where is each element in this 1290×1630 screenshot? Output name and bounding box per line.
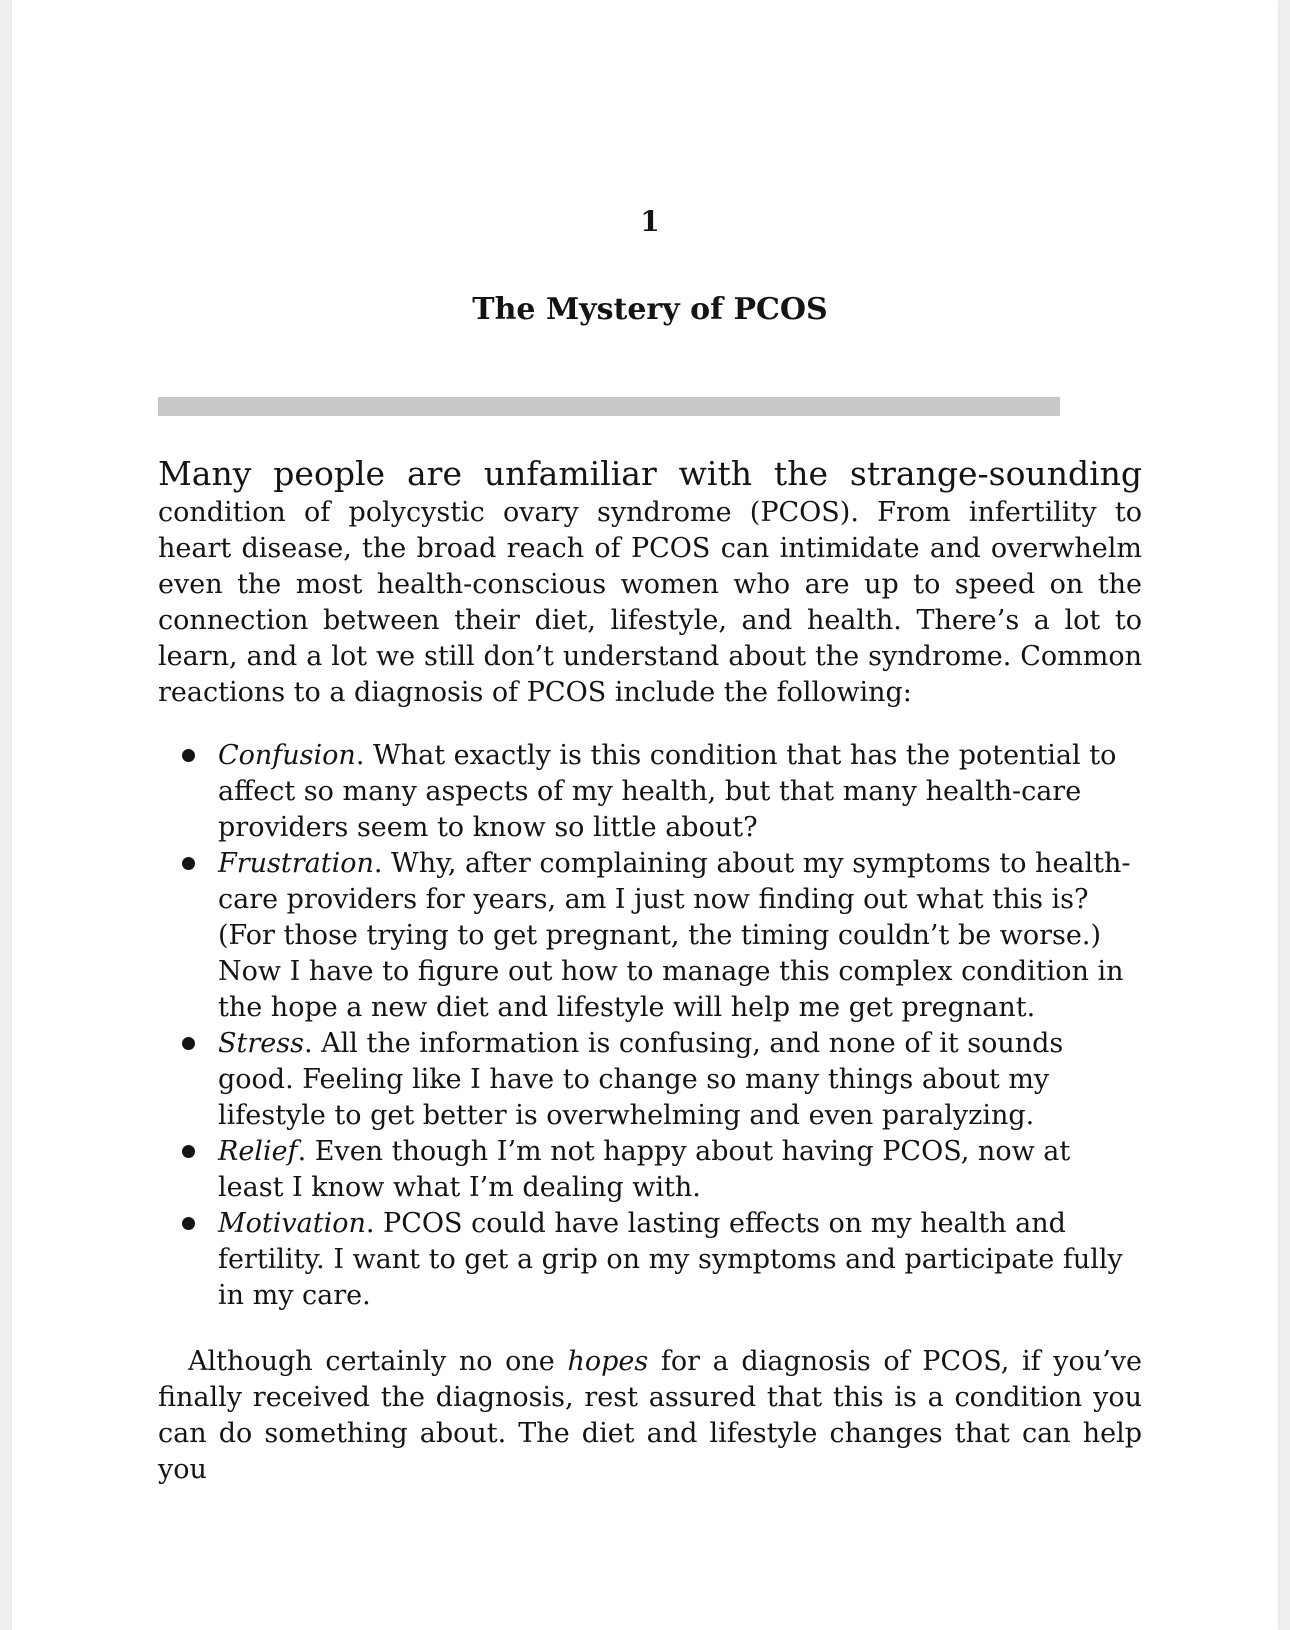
bullet-icon [182, 1217, 195, 1230]
bullet-icon [182, 857, 195, 870]
reaction-text: . Even though I’m not happy about having PCOS, now at least I know what I’m dealing with. [218, 1136, 1071, 1203]
bullet-icon [182, 1037, 195, 1050]
book-page [12, 0, 1278, 1630]
reactions-list [158, 738, 1142, 1314]
reaction-term: Stress [218, 1028, 304, 1059]
list-item [158, 846, 1142, 1026]
bullet-icon [182, 749, 195, 762]
closing-after: for a diagnosis of PCOS, if you’ve finally received the diagnosis, rest assured that this is a condition you can do something about. The diet and lifestyle changes that can help you [158, 1346, 1143, 1485]
reaction-text: . What exactly is this condition that has the potential to affect so many aspects of my health, but that many health-care providers seem to know so little about? [218, 740, 1117, 843]
list-item [158, 1026, 1142, 1134]
intro-lead: Many people are unfamiliar with the strange-sounding [158, 454, 1142, 493]
reaction-text: . PCOS could have lasting effects on my health and fertility. I want to get a grip on my symptoms and participate fully in my care. [218, 1208, 1123, 1311]
closing-before: Although certainly no one [188, 1346, 568, 1377]
chapter-number: 1 [640, 205, 660, 238]
bullet-icon [182, 1145, 195, 1158]
closing-paragraph [158, 1344, 1142, 1488]
closing-emphasis: hopes [567, 1346, 649, 1377]
intro-text: condition of polycystic ovary syndrome (PCOS). From infertility to heart disease, the broad reach of PCOS can intimidate and overwhelm even the most health-conscious women who are up to speed on the connection between their diet, lifestyle, and health. There’s a lot to learn, and a lot we still don’t understand about the syndrome. Common reactions to a diagnosis of PCOS include the following: [158, 497, 1142, 708]
reaction-text: . All the information is confusing, and none of it sounds good. Feeling like I have to change so many things about my lifestyle to get better is overwhelming and even paralyzing. [218, 1028, 1064, 1131]
list-item [158, 1206, 1142, 1314]
intro-paragraph [158, 456, 1142, 711]
chapter-title: The Mystery of PCOS [472, 292, 828, 327]
list-item [158, 738, 1142, 846]
reaction-term: Confusion [218, 740, 356, 771]
reaction-term: Relief [218, 1136, 298, 1167]
list-item [158, 1134, 1142, 1206]
chapter-divider [158, 397, 1060, 416]
reaction-term: Motivation [218, 1208, 366, 1239]
reaction-text: . Why, after complaining about my symptoms to health-care providers for years, am I just now finding out what this is? (For those trying to get pregnant, the timing couldn’t be worse.) Now I have to figure out how to manage this complex condition in the hope a new diet and lifestyle will help me get pregnant. [218, 848, 1131, 1023]
reaction-term: Frustration [218, 848, 374, 879]
